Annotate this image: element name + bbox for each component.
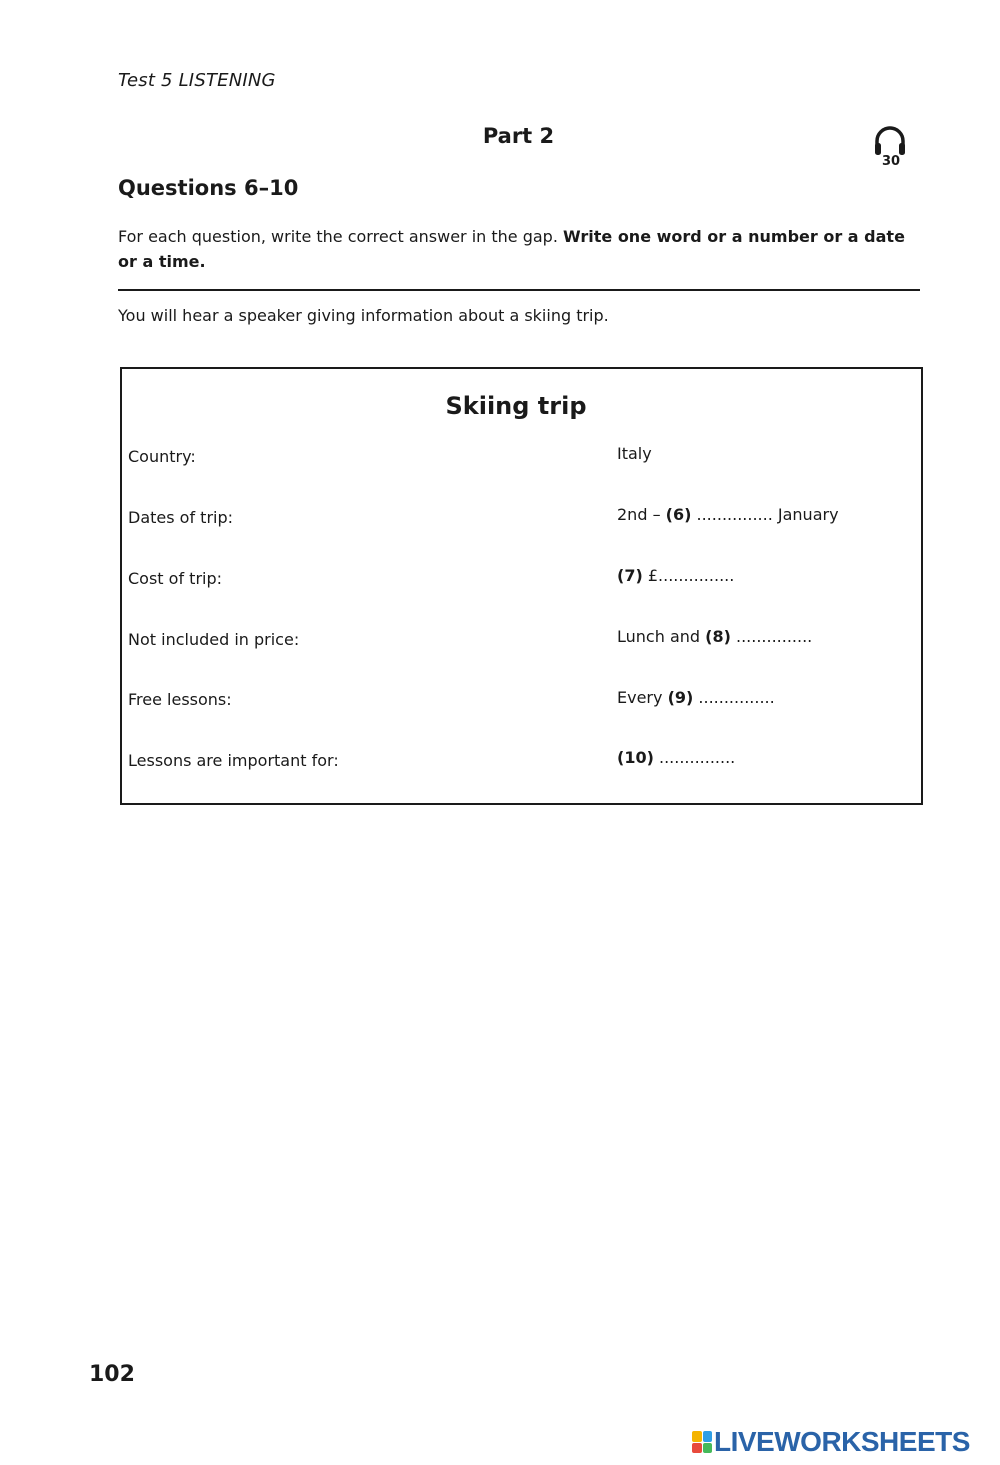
questions-heading: Questions 6–10 — [118, 176, 299, 200]
answer-gap: ............... — [653, 748, 736, 767]
row-value-dates[interactable]: 2nd – (6) ............... January — [617, 505, 839, 524]
row-label-lessons-important: Lessons are important for: — [128, 751, 339, 770]
question-number: (9) — [667, 688, 694, 707]
form-box — [120, 367, 923, 805]
running-head: Test 5 LISTENING — [118, 70, 276, 91]
divider — [118, 289, 920, 291]
answer-gap: ............... January — [691, 505, 839, 524]
row-label-not-included: Not included in price: — [128, 630, 300, 649]
instruction-bold: Write one word or a number or a date or a time. — [118, 227, 905, 271]
row-label-cost: Cost of trip: — [128, 569, 223, 588]
brand-logo-icon — [692, 1431, 712, 1453]
headphones-icon — [872, 124, 908, 158]
part-title: Part 2 — [482, 124, 555, 148]
track-number: 30 — [881, 154, 901, 169]
row-value-country: Italy — [617, 444, 652, 463]
instructions — [118, 224, 908, 274]
row-value-lessons-important[interactable] — [617, 748, 735, 767]
intro-text: You will hear a speaker giving information about a skiing trip. — [118, 306, 609, 325]
answer-gap: £............... — [642, 566, 735, 585]
question-number: (6) — [665, 505, 692, 524]
brand-name: LIVEWORKSHEETS — [714, 1426, 970, 1457]
instruction-text: For each question, write the correct answer in the gap. — [118, 227, 563, 246]
question-number: (7) — [617, 566, 643, 585]
brand-link[interactable] — [692, 1426, 970, 1458]
answer-gap: ............... — [730, 627, 813, 646]
answer-gap: ............... — [693, 688, 775, 707]
row-label-free-lessons: Free lessons: — [128, 690, 232, 709]
row-value-free-lessons[interactable]: Every (9) ............... — [617, 688, 775, 707]
page-number: 102 — [89, 1362, 135, 1387]
question-number: (10) — [617, 748, 654, 767]
row-value-cost[interactable] — [617, 566, 734, 585]
audio-track[interactable] — [870, 124, 910, 169]
row-label-country: Country: — [128, 447, 196, 466]
row-value-not-included[interactable]: Lunch and (8) ............... — [617, 627, 813, 646]
question-number: (8) — [705, 627, 731, 646]
row-label-dates: Dates of trip: — [128, 508, 234, 527]
form-title: Skiing trip — [445, 392, 587, 420]
